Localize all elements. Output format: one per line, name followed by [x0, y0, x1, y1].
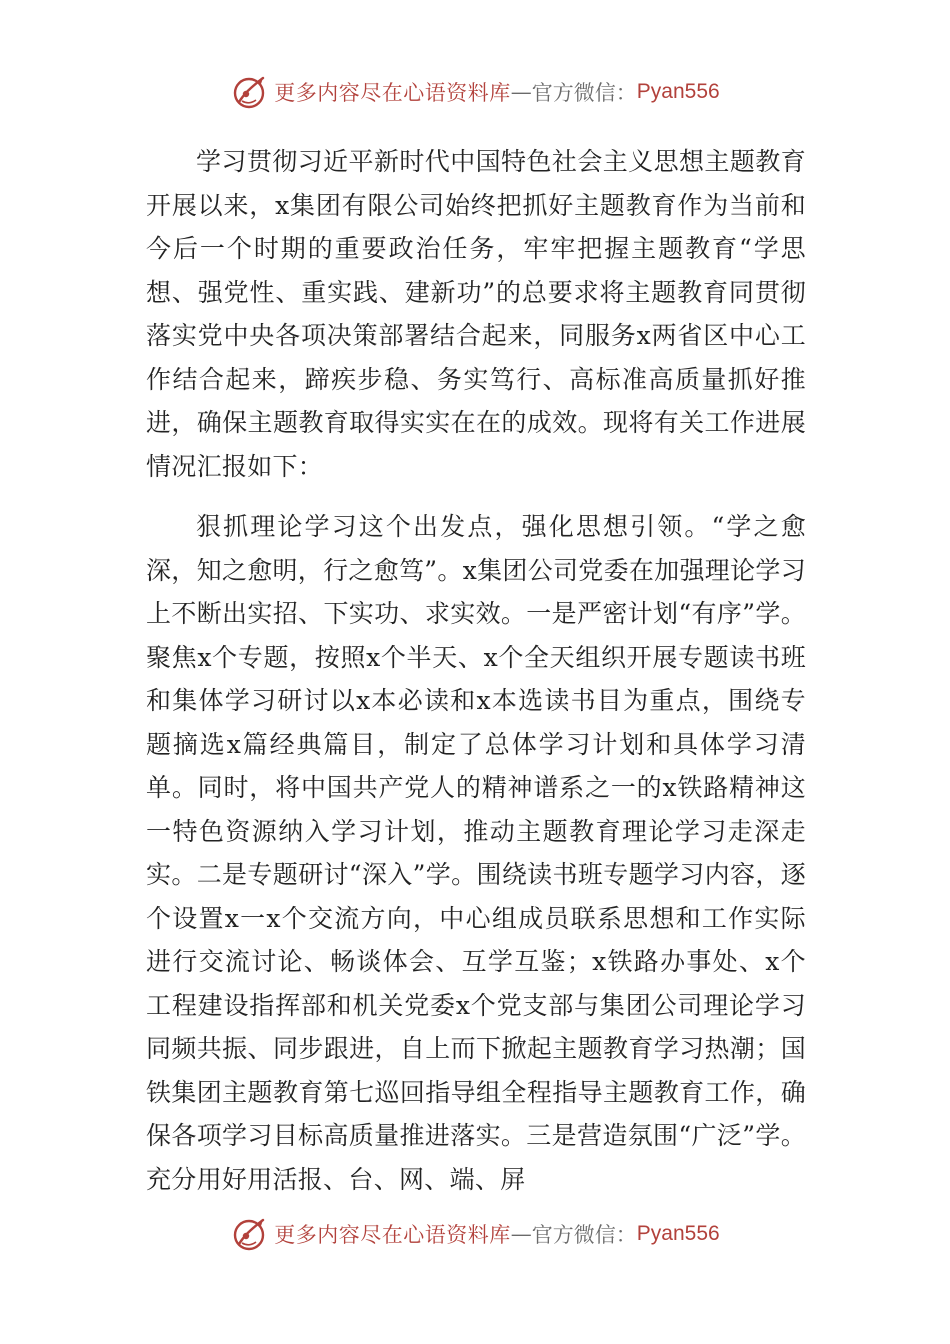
banner-dash: —	[510, 1222, 532, 1246]
banner-wechat-label: 官方微信：	[531, 1223, 637, 1247]
banner-wechat-id: Pyan556	[636, 80, 720, 103]
paragraph-intro: 学习贯彻习近平新时代中国特色社会主义思想主题教育开展以来，x集团有限公司始终把抓好主题教育作为当前和今后一个时期的重要政治任务，牢牢把握主题教育“学思想、强党性、重实践、建新功”的总要求将主题教育同贯彻落实党中央各项决策部署结合起来，同服务x两省区中心工作结合起来，蹄疾步稳、务实笃行、高标准高质量抓好推进，确保主题教育取得实实在在的成效。现将有关工作进展情况汇报如下：	[146, 147, 806, 481]
banner-dash: —	[510, 80, 532, 104]
paragraph-theory-study: 狠抓理论学习这个出发点，强化思想引领。“学之愈深，知之愈明，行之愈笃”。x集团公司党委在加强理论学习上不断出实招、下实功、求实效。一是严密计划“有序”学。聚焦x个专题，按照x个半天、x个全天组织开展专题读书班和集体学习研讨以x本必读和x本选读书目为重点，围绕专题摘选x篇经典篇目，制定了总体学习计划和具体学习清单。同时，将中国共产党人的精神谱系之一的x铁路精神这一特色资源纳入学习计划，推动主题教育理论学习走深走实。二是专题研讨“深入”学。围绕读书班专题学习内容，逐个设置x一x个交流方向，中心组成员联系思想和工作实际进行交流讨论、畅谈体会、互学互鉴；x铁路办事处、x个工程建设指挥部和机关党委x个党支部与集团公司理论学习同频共振、同步跟进，自上而下掀起主题教育学习热潮；国铁集团主题教育第七巡回指导组全程指导主题教育工作，确保各项学习目标高质量推进落实。三是营造氛围“广泛”学。充分用好用活报、台、网、端、屏	[146, 512, 806, 1194]
banner-wechat-id: Pyan556	[636, 1222, 720, 1245]
banner-wechat-label: 官方微信：	[531, 81, 637, 105]
library-logo-icon	[230, 1214, 270, 1254]
library-logo-icon	[230, 72, 270, 112]
document-body	[146, 140, 806, 1201]
header-banner	[0, 70, 950, 114]
banner-slogan: 更多内容尽在心语资料库	[274, 1223, 511, 1247]
footer-banner	[0, 1212, 950, 1256]
banner-slogan: 更多内容尽在心语资料库	[274, 81, 511, 105]
